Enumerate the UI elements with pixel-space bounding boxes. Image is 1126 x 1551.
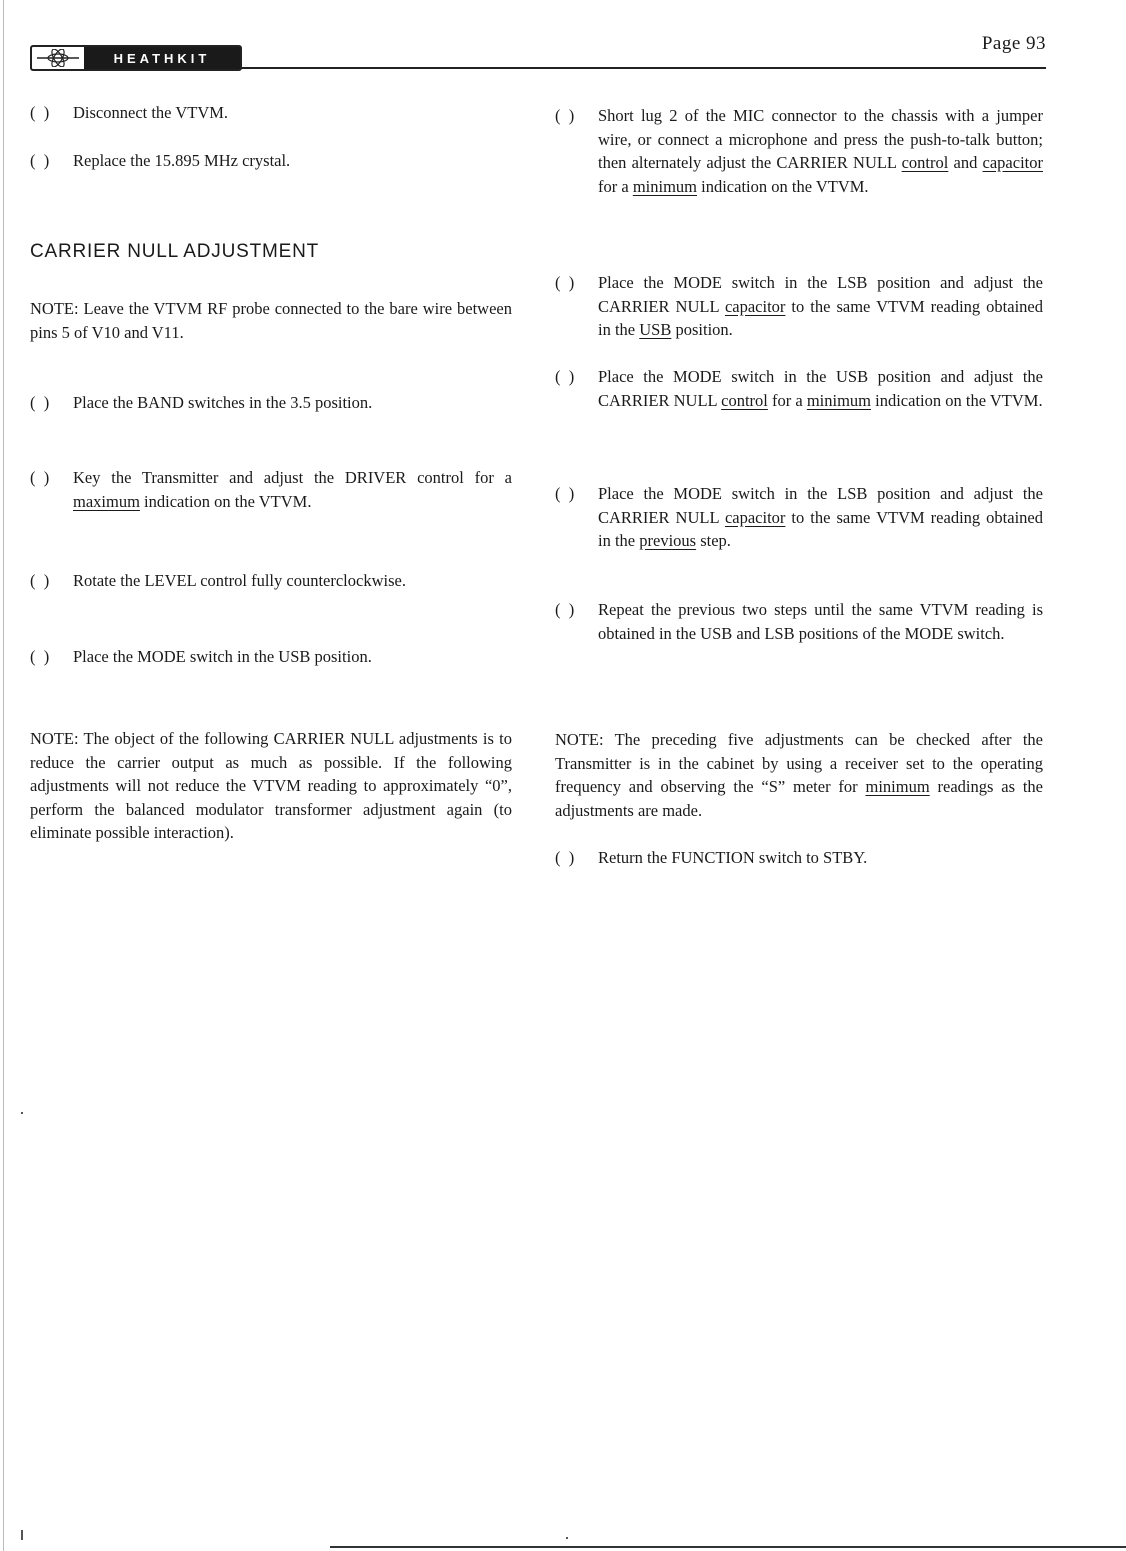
logo-text: HEATHKIT xyxy=(84,47,240,69)
step-lsb-capacitor xyxy=(555,271,1043,342)
step-disconnect-vtvm xyxy=(30,101,512,125)
step-text: Replace the 15.895 MHz crystal. xyxy=(73,151,291,170)
step-function-stby xyxy=(555,846,1043,870)
step-repeat xyxy=(555,598,1043,645)
step-text: Place the BAND switches in the 3.5 position. xyxy=(73,393,373,412)
step-text: Place the MODE switch in the USB position. xyxy=(73,647,372,666)
step-short-lug xyxy=(555,104,1043,198)
step-text: Repeat the previous two steps until the same VTVM reading is obtained in the USB and LSB positions of the MODE switch. xyxy=(598,600,1043,643)
underlined-word: USB xyxy=(639,320,672,339)
step-key-transmitter xyxy=(30,466,512,513)
step-checkbox[interactable]: ( ) xyxy=(555,273,575,292)
step-text: Rotate the LEVEL control fully counterclockwise. xyxy=(73,571,406,590)
step-checkbox[interactable]: ( ) xyxy=(30,647,50,666)
step-usb-control xyxy=(555,365,1043,412)
step-text: Place the MODE switch in the LSB position and adjust the CARRIER NULL capacitor to the same VTVM reading obtained in the previous step. xyxy=(598,484,1043,550)
section-title: CARRIER NULL ADJUSTMENT xyxy=(30,241,320,262)
underlined-word: minimum xyxy=(865,777,930,796)
scan-speck xyxy=(21,1530,23,1540)
step-checkbox[interactable]: ( ) xyxy=(30,468,50,487)
step-band-switches xyxy=(30,391,512,415)
step-lsb-capacitor-previous xyxy=(555,482,1043,553)
header-rule xyxy=(240,67,1046,69)
underlined-word: previous xyxy=(639,531,697,550)
step-checkbox[interactable]: ( ) xyxy=(30,151,50,170)
note-preceding-adjustments: NOTE: The preceding five adjustments can be checked after the Transmitter is in the cabinet by using a receiver set to the operating frequency and observing the “S” meter for minimum readings as the adjustments are made. xyxy=(555,730,1043,820)
underlined-word: minimum xyxy=(632,176,697,196)
step-checkbox[interactable]: ( ) xyxy=(30,571,50,590)
underlined-word: capacitor xyxy=(724,296,786,316)
underlined-word: maximum xyxy=(73,491,140,511)
step-replace-crystal xyxy=(30,149,512,173)
atom-icon xyxy=(32,47,84,69)
underlined-word: control xyxy=(901,153,949,172)
scan-speck xyxy=(21,1112,23,1114)
step-text: Place the MODE switch in the LSB position and adjust the CARRIER NULL capacitor to the same VTVM reading obtained in the USB position. xyxy=(598,273,1043,339)
scan-speck xyxy=(566,1537,568,1539)
step-checkbox[interactable]: ( ) xyxy=(555,367,575,386)
step-mode-usb xyxy=(30,645,512,669)
heathkit-logo xyxy=(30,45,242,71)
step-text: Place the MODE switch in the USB position and adjust the CARRIER NULL control for a minimum indication on the VTVM. xyxy=(598,367,1043,410)
step-checkbox[interactable]: ( ) xyxy=(555,106,575,125)
underlined-word: capacitor xyxy=(982,153,1043,172)
scan-edge-line xyxy=(3,0,4,1551)
underlined-word: minimum xyxy=(806,390,872,410)
step-text: Return the FUNCTION switch to STBY. xyxy=(598,848,868,867)
step-checkbox[interactable]: ( ) xyxy=(555,848,575,867)
footer-rule xyxy=(330,1546,1126,1548)
step-checkbox[interactable]: ( ) xyxy=(555,484,575,503)
underlined-word: capacitor xyxy=(724,507,786,527)
step-level-control xyxy=(30,569,512,593)
underlined-word: control xyxy=(721,390,768,410)
step-checkbox[interactable]: ( ) xyxy=(555,600,575,619)
step-text: Disconnect the VTVM. xyxy=(73,103,229,122)
page-number: Page 93 xyxy=(981,33,1046,54)
step-checkbox[interactable]: ( ) xyxy=(30,393,50,412)
note-carrier-null-object: NOTE: The object of the following CARRIER NULL adjustments is to reduce the carrier output as much as possible. If the following adjustments will not reduce the VTVM reading to approximately “0”, perform the balanced modulator transformer adjustment again (to eliminate possible interaction). xyxy=(30,729,512,842)
step-text: Short lug 2 of the MIC connector to the chassis with a jumper wire, or connect a microphone and press the push-to-talk button; then alternately adjust the CARRIER NULL control and capacitor for a minimum indication on the VTVM. xyxy=(598,106,1043,196)
note-rf-probe: NOTE: Leave the VTVM RF probe connected to the bare wire between pins 5 of V10 and V11. xyxy=(30,299,512,342)
step-text: Key the Transmitter and adjust the DRIVER control for a maximum indication on the VTVM. xyxy=(73,468,512,511)
step-checkbox[interactable]: ( ) xyxy=(30,103,50,122)
